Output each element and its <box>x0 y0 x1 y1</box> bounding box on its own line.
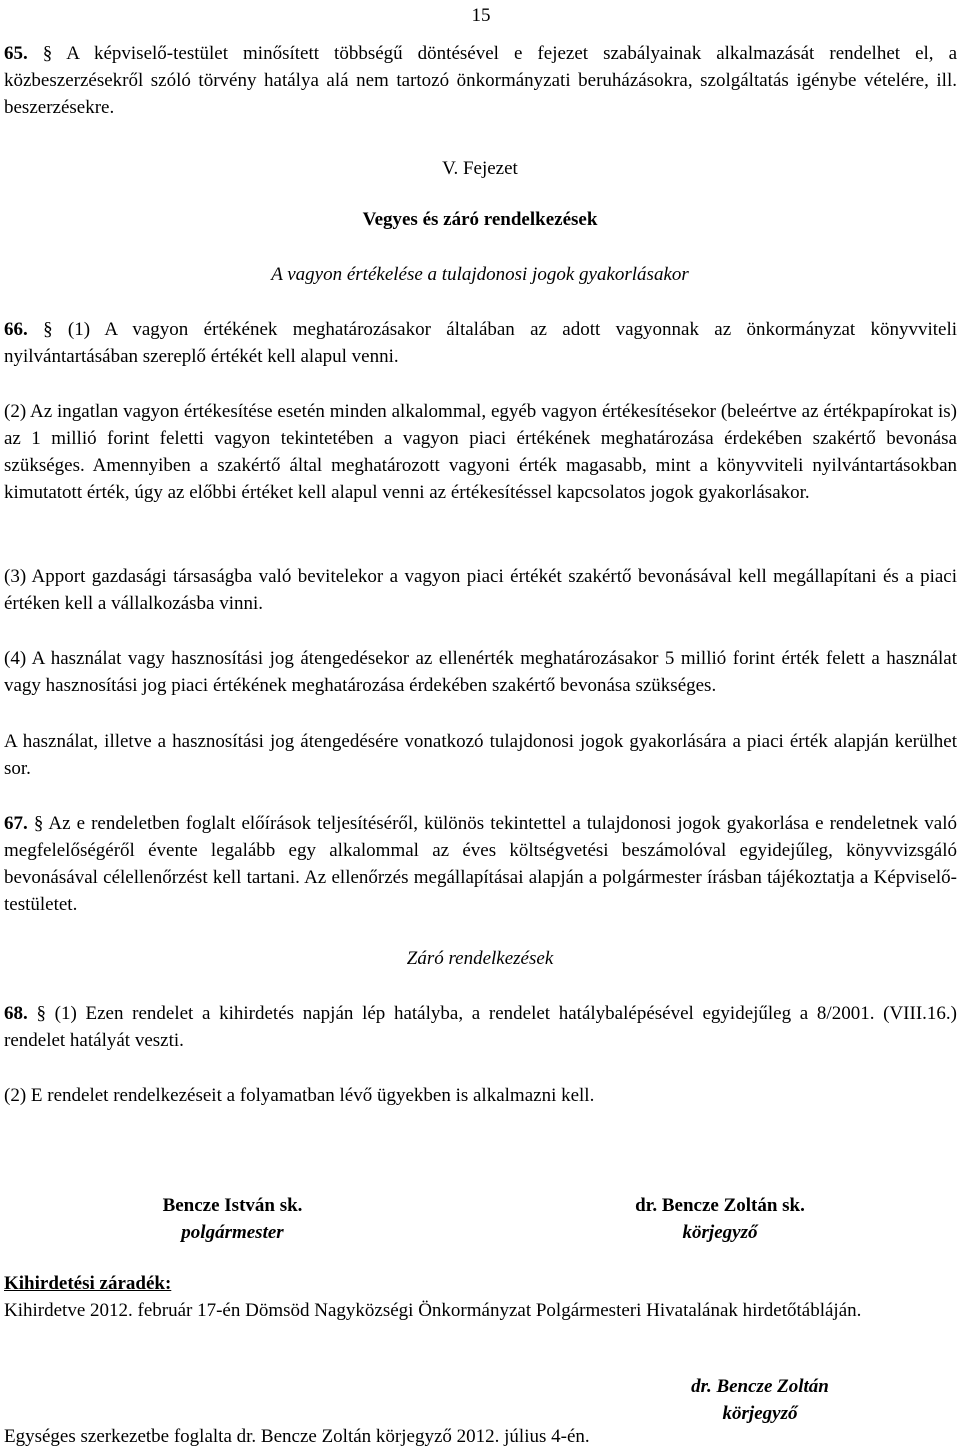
announcement-heading: Kihirdetési záradék: <box>4 1273 172 1294</box>
section-sign: § <box>33 813 44 834</box>
chapter-title: Vegyes és záró rendelkezések <box>362 209 598 230</box>
signature-title: körjegyző <box>682 1222 758 1243</box>
section-text: (1) A vagyon értékének meghatározásakor általában az adott vagyonnak az önkormányzat könyvviteli nyilvántartásában szereplő értékét kell alapul venni. <box>4 319 958 367</box>
signature-title: polgármester <box>181 1222 284 1243</box>
footer-signature-name: dr. Bencze Zoltán <box>691 1376 829 1397</box>
section-sign: § <box>43 319 53 340</box>
section-65 <box>4 40 957 121</box>
section-number: 65. <box>4 43 28 64</box>
page-number: 15 <box>471 5 491 26</box>
section-number: 67. <box>4 813 28 834</box>
footer-signature-title: körjegyző <box>722 1403 798 1424</box>
section-text: A képviselő-testület minősített többségű döntésével e fejezet szabályainak alkalmazását rendelhet el, a közbeszerzésekről szóló törvény hatálya alá nem tartozó önkormányzati beruházásokra, szolgáltatás igénybe vételére, ill. beszerzésekre. <box>4 43 958 118</box>
announcement-text: Kihirdetve 2012. február 17-én Dömsöd Nagyközségi Önkormányzat Polgármesteri Hivatalának hirdetőtábláján. <box>4 1300 862 1321</box>
section-text: (1) Ezen rendelet a kihirdetés napján lép hatályba, a rendelet hatálybalépésével egyidejűleg a 8/2001. (VIII.16.) rendelet hatályát veszti. <box>4 1003 957 1051</box>
chapter-label: V. Fejezet <box>442 158 518 179</box>
section-66-p2: (2) Az ingatlan vagyon értékesítése esetén minden alkalommal, egyéb vagyon értékesítésekor (beleértve az értékpapírokat is) az 1 millió forint feletti vagyon tekintetében a vagyon piaci értékének meghatározása érdekében szakértő bevonása szükséges. Amennyiben a szakértő által meghatározott vagyoni érték magasabb, mint a könyvviteli nyilvántartásokban kimutatott érték, úgy az előbbi értéket kell alapul venni az értékesítéssel kapcsolatos jogok gyakorlásakor. <box>4 401 957 503</box>
signature-name: Bencze István sk. <box>162 1195 303 1216</box>
signature-name: dr. Bencze Zoltán sk. <box>635 1195 805 1216</box>
consolidation-note: Egységes szerkezetbe foglalta dr. Bencze Zoltán körjegyző 2012. július 4-én. <box>4 1426 590 1447</box>
section-66-p1 <box>4 316 957 370</box>
section-68-p2: (2) E rendelet rendelkezéseit a folyamatban lévő ügyekben is alkalmazni kell. <box>4 1085 595 1106</box>
section-66-p5: A használat, illetve a hasznosítási jog átengedésére vonatkozó tulajdonosi jogok gyakorlására a piaci érték alapján kerülhet sor. <box>4 731 957 779</box>
section-66-p4: (4) A használat vagy hasznosítási jog átengedésekor az ellenérték meghatározásakor 5 millió forint érték felett a használat vagy hasznosítási jog piaci értékének meghatározása érdekében szakértő bevonása szükséges. <box>4 648 957 696</box>
section-sign: § <box>36 1003 46 1024</box>
section-number: 68. <box>4 1003 28 1024</box>
section-text: Az e rendeletben foglalt előírások teljesítéséről, különös tekintettel a tulajdonosi jogok gyakorlása e rendeletnek való megfelelőségéről évente legalább egy alkalommal az éves költségvetési beszámolóval egyidejűleg, könyvvizsgáló bevonásával célellenőrzést kell tartani. Az ellenőrzés megállapításai alapján a polgármester írásban tájékoztatja a Képviselő-testületet. <box>4 813 958 915</box>
chapter-subtitle: A vagyon értékelése a tulajdonosi jogok gyakorlásakor <box>271 264 689 285</box>
section-67 <box>4 810 957 918</box>
section-68-p1 <box>4 1000 957 1054</box>
footer-signature <box>630 1373 890 1427</box>
section-sign: § <box>42 43 53 64</box>
section-66-p3: (3) Apport gazdasági társaságba való bevitelekor a vagyon piaci értékét szakértő bevonásával kell megállapítani és a piaci értéken kell a vállalkozásba vinni. <box>4 566 957 614</box>
closing-heading: Záró rendelkezések <box>406 948 554 969</box>
signature-mayor <box>100 1192 365 1246</box>
signature-notary <box>580 1192 860 1246</box>
section-number: 66. <box>4 319 28 340</box>
